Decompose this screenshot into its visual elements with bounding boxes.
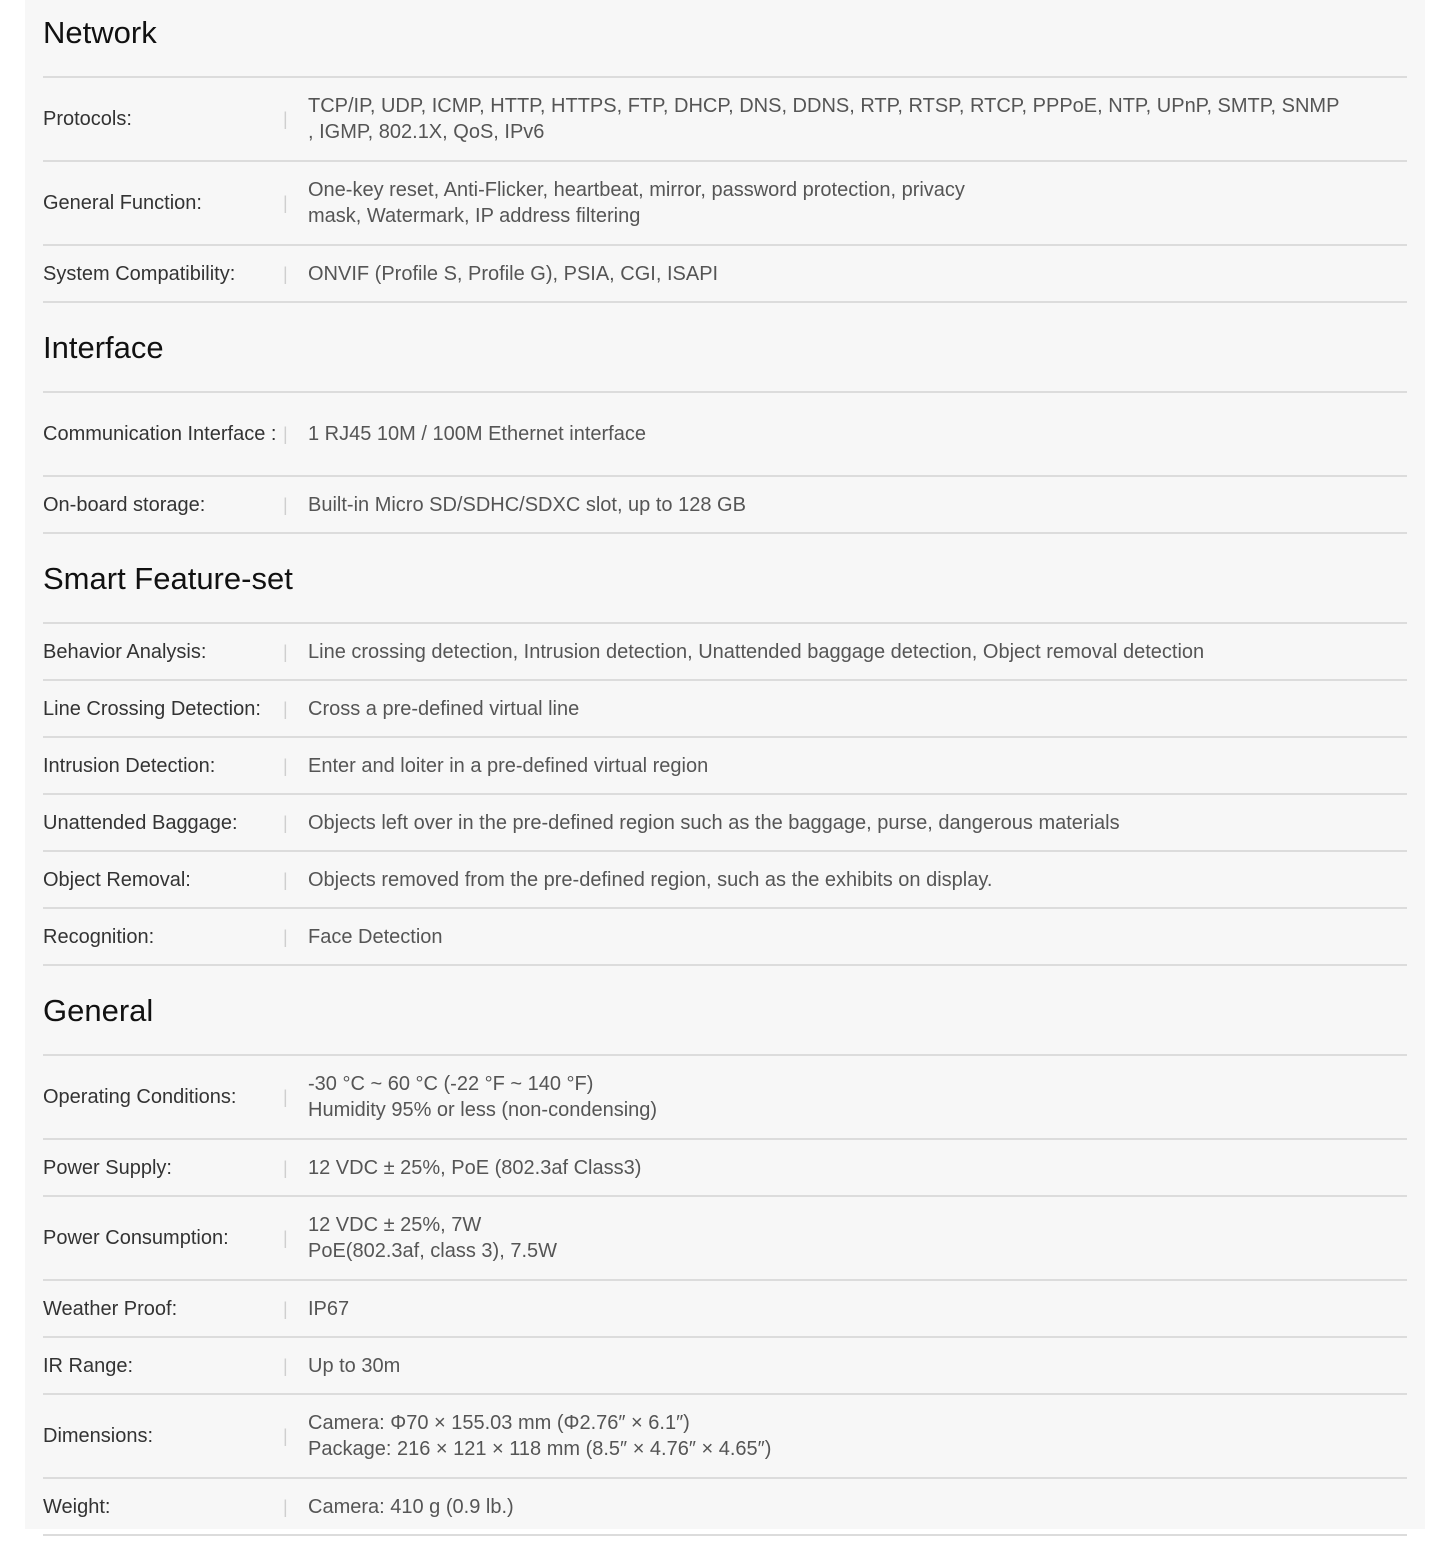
spec-label: General Function:	[43, 192, 202, 214]
spec-row	[43, 1338, 1407, 1395]
spec-separator: |	[283, 193, 288, 213]
spec-label: Weather Proof:	[43, 1297, 178, 1320]
spec-value-line: One-key reset, Anti-Flicker, heartbeat, mirror, password protection, privacy	[308, 179, 965, 201]
spec-label: Power Supply:	[43, 1156, 172, 1179]
spec-label: System Compatibility:	[43, 262, 236, 285]
spec-section-smart-feature-set	[43, 534, 1407, 966]
spec-value-line: IP67	[308, 1297, 350, 1320]
spec-value	[308, 810, 1407, 836]
spec-row	[43, 1479, 1407, 1536]
spec-row	[43, 852, 1407, 909]
spec-value-line: Objects left over in the pre-defined region such as the baggage, purse, dangerous materials	[308, 811, 1120, 834]
spec-value-line: TCP/IP, UDP, ICMP, HTTP, HTTPS, FTP, DHCP, DNS, DDNS, RTP, RTSP, RTCP, PPPoE, NTP, UPnP, SMTP, SNMP	[308, 95, 1340, 117]
spec-separator: |	[283, 109, 288, 129]
spec-label: Behavior Analysis:	[43, 640, 207, 663]
spec-content	[43, 0, 1407, 1536]
spec-value	[308, 696, 1407, 722]
spec-value-line: Up to 30m	[308, 1354, 401, 1377]
spec-row	[43, 246, 1407, 303]
spec-value	[308, 177, 1407, 229]
spec-row	[43, 1395, 1407, 1479]
spec-separator: |	[283, 1087, 288, 1107]
spec-label: Power Consumption:	[43, 1227, 229, 1249]
spec-row	[43, 78, 1407, 162]
spec-label: Object Removal:	[43, 868, 191, 891]
spec-value	[308, 1410, 1407, 1462]
spec-separator: |	[283, 1355, 288, 1376]
spec-value-line: Enter and loiter in a pre-defined virtual region	[308, 754, 709, 777]
spec-separator: |	[283, 1157, 288, 1178]
spec-section-general	[43, 966, 1407, 1536]
spec-row	[43, 624, 1407, 681]
spec-row	[43, 681, 1407, 738]
spec-value-line: Built-in Micro SD/SDHC/SDXC slot, up to 128 GB	[308, 493, 746, 516]
spec-value-line: Objects removed from the pre-defined region, such as the exhibits on display.	[308, 868, 993, 891]
spec-row	[43, 1056, 1407, 1140]
spec-value-line: , IGMP, 802.1X, QoS, IPv6	[308, 121, 545, 143]
spec-separator: |	[283, 1228, 288, 1248]
spec-label: Dimensions:	[43, 1425, 154, 1447]
spec-value	[308, 867, 1407, 893]
spec-label: Communication Interface :	[43, 423, 277, 445]
spec-value-line: Humidity 95% or less (non-condensing)	[308, 1099, 658, 1121]
spec-value-line: ONVIF (Profile S, Profile G), PSIA, CGI, ISAPI	[308, 262, 719, 285]
spec-value	[308, 1155, 1407, 1181]
spec-row	[43, 909, 1407, 966]
spec-value	[308, 421, 1407, 447]
spec-row	[43, 393, 1407, 477]
spec-row	[43, 1197, 1407, 1281]
spec-row	[43, 1140, 1407, 1197]
spec-label: IR Range:	[43, 1354, 134, 1377]
spec-value-line: 1 RJ45 10M / 100M Ethernet interface	[308, 423, 646, 445]
spec-value	[308, 1071, 1407, 1123]
section-title: Network	[43, 0, 1407, 78]
spec-label: Line Crossing Detection:	[43, 697, 261, 720]
spec-value	[308, 1494, 1407, 1520]
spec-value-line: Line crossing detection, Intrusion detection, Unattended baggage detection, Object removal detection	[308, 640, 1205, 663]
spec-row	[43, 477, 1407, 534]
spec-value-line: Face Detection	[308, 925, 443, 948]
spec-value-line: Cross a pre-defined virtual line	[308, 697, 580, 720]
spec-label: Unattended Baggage:	[43, 811, 238, 834]
spec-row	[43, 162, 1407, 246]
spec-row	[43, 795, 1407, 852]
spec-value	[308, 93, 1407, 145]
spec-row	[43, 1281, 1407, 1338]
spec-value-line: 12 VDC ± 25%, PoE (802.3af Class3)	[308, 1156, 642, 1179]
spec-value	[308, 261, 1407, 287]
spec-separator: |	[283, 755, 288, 776]
spec-value	[308, 1212, 1407, 1264]
spec-separator: |	[283, 494, 288, 515]
spec-separator: |	[283, 424, 288, 444]
spec-value-line: -30 °C ~ 60 °C (-22 °F ~ 140 °F)	[308, 1073, 594, 1095]
spec-label: Weight:	[43, 1495, 111, 1518]
spec-label: Operating Conditions:	[43, 1086, 237, 1108]
spec-separator: |	[283, 1426, 288, 1446]
spec-value-line: mask, Watermark, IP address filtering	[308, 205, 641, 227]
spec-separator: |	[283, 698, 288, 719]
spec-value	[308, 639, 1407, 665]
section-title: Smart Feature-set	[43, 534, 1407, 624]
spec-section-interface	[43, 303, 1407, 534]
spec-value	[308, 753, 1407, 779]
spec-separator: |	[283, 263, 288, 284]
spec-value-line: Package: 216 × 121 × 118 mm (8.5″ × 4.76″ × 4.65″)	[308, 1438, 772, 1460]
spec-separator: |	[283, 1496, 288, 1517]
spec-label: Recognition:	[43, 925, 155, 948]
spec-value	[308, 1296, 1407, 1322]
spec-label: Intrusion Detection:	[43, 754, 216, 777]
spec-separator: |	[283, 641, 288, 662]
spec-sheet	[25, 0, 1425, 1529]
spec-separator: |	[283, 869, 288, 890]
spec-separator: |	[283, 812, 288, 833]
spec-value-line: PoE(802.3af, class 3), 7.5W	[308, 1240, 558, 1262]
spec-value-line: Camera: 410 g (0.9 lb.)	[308, 1495, 514, 1518]
spec-value	[308, 492, 1407, 518]
spec-value-line: 12 VDC ± 25%, 7W	[308, 1214, 482, 1236]
spec-separator: |	[283, 1298, 288, 1319]
spec-label: Protocols:	[43, 108, 132, 130]
section-title: Interface	[43, 303, 1407, 393]
spec-value	[308, 1353, 1407, 1379]
spec-value	[308, 924, 1407, 950]
section-title: General	[43, 966, 1407, 1056]
spec-section-network	[43, 0, 1407, 303]
spec-separator: |	[283, 926, 288, 947]
spec-value-line: Camera: Φ70 × 155.03 mm (Φ2.76″ × 6.1″)	[308, 1412, 690, 1434]
spec-label: On-board storage:	[43, 493, 206, 516]
spec-row	[43, 738, 1407, 795]
